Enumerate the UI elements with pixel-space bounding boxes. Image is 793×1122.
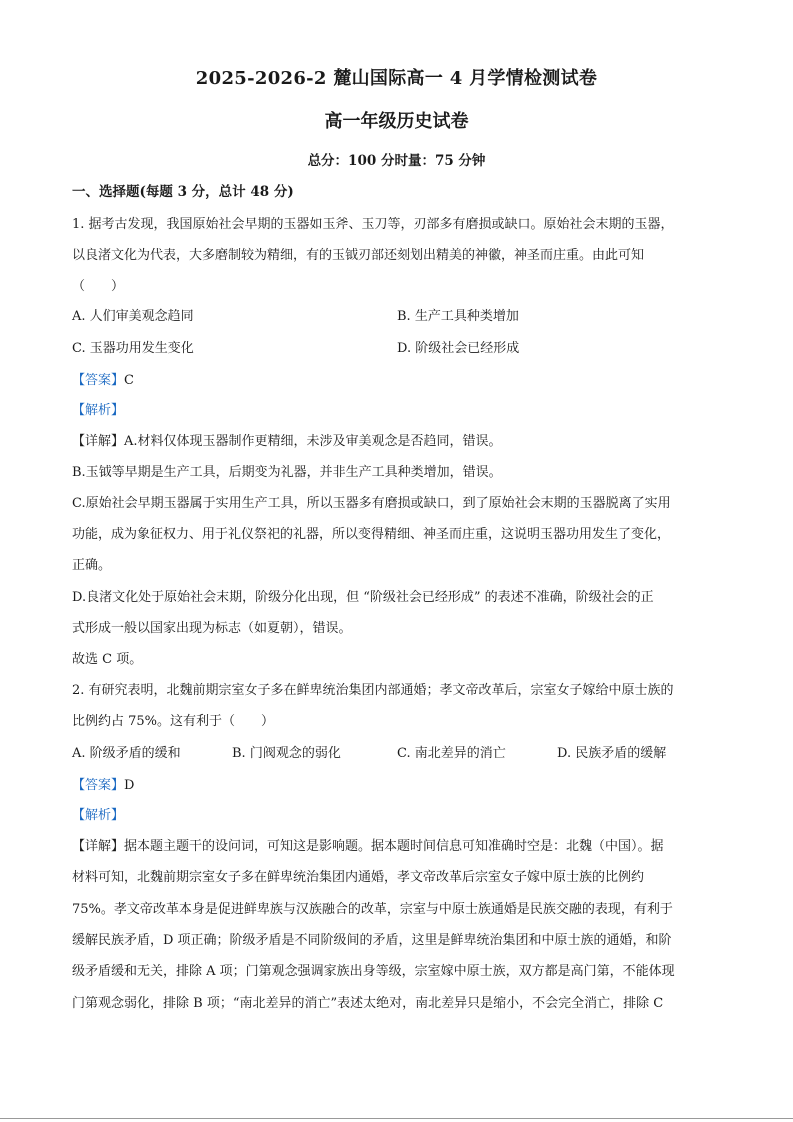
q1-option-d: D. 阶级社会已经形成 — [397, 341, 520, 356]
q2-detail-line6: 门第观念弱化，排除 B 项；“南北差异的消亡”表述太绝对，南北差异只是缩小，不会完全消亡，排除 C — [72, 996, 664, 1011]
q2-stem-line1: 2. 有研究表明，北魏前期宗室女子多在鲜卑统治集团内部通婚；孝文帝改革后，宗室女子嫁给中原士族的 — [72, 683, 674, 698]
q2-detail-line4: 缓解民族矛盾，D 项正确；阶级矛盾是不同阶级间的矛盾，这里是鲜卑统治集团和中原士族的通婚，和阶 — [72, 933, 672, 948]
q2-option-a: A. 阶级矛盾的缓和 — [72, 746, 181, 761]
q1-stem-line1: 1. 据考古发现，我国原始社会早期的玉器如玉斧、玉刀等，刃部多有磨损或缺口。原始社会末期的玉器， — [72, 217, 674, 232]
q1-detail-a: 【详解】A.材料仅体现玉器制作更精细，未涉及审美观念是否趋同，错误。 — [72, 434, 502, 449]
detail-tag: 【详解】 — [72, 434, 125, 449]
exam-subtitle: 高一年级历史试卷 — [324, 111, 469, 132]
q1-detail-b: B.玉钺等早期是生产工具，后期变为礼器，并非生产工具种类增加，错误。 — [72, 465, 502, 480]
q1-answer — [72, 369, 134, 388]
q2-detail-line2: 材料可知，北魏前期宗室女子多在鲜卑统治集团内通婚，孝文帝改革后宗室女子嫁中原士族的比例约 — [72, 870, 645, 885]
q1-detail-d2: 式形成一般以国家出现为标志（如夏朝），错误。 — [72, 621, 352, 636]
answer-tag: 【答案】 — [72, 778, 125, 793]
answer-value: D — [124, 778, 135, 793]
q2-option-b: B. 门阀观念的弱化 — [232, 746, 341, 761]
q1-stem-line3: （ ） — [72, 279, 125, 294]
score-and-time: 总分：100 分时量：75 分钟 — [307, 153, 486, 169]
q1-option-a: A. 人们审美观念趋同 — [72, 309, 194, 324]
q2-detail-line1: 【详解】据本题主题干的设问词，可知这是影响题。据本题时间信息可知准确时空是：北魏（中国）。据 — [72, 839, 664, 854]
q1-option-c: C. 玉器功用发生变化 — [72, 341, 194, 356]
q2-option-d: D. 民族矛盾的缓解 — [557, 746, 667, 761]
exam-title: 2025-2026-2 麓山国际高一 4 月学情检测试卷 — [195, 68, 598, 89]
q2-detail-line5: 级矛盾缓和无关，排除 A 项；门第观念强调家族出身等级，宗室嫁中原士族，双方都是高门第，不能体现 — [72, 964, 675, 979]
q2-stem-line2: 比例约占 75%。这有利于（ ） — [72, 714, 275, 729]
q2-detail-line3: 75%。孝文帝改革本身是促进鲜卑族与汉族融合的改革，宗室与中原士族通婚是民族交融的表现，有利于 — [72, 902, 673, 917]
q1-detail-c2: 功能，成为象征权力、用于礼仪祭祀的礼器，所以变得精细、神圣而庄重，这说明玉器功用发生了变化， — [72, 527, 671, 542]
q1-detail-c1: C.原始社会早期玉器属于实用生产工具，所以玉器多有磨损或缺口，到了原始社会末期的玉器脱离了实用 — [72, 496, 671, 511]
page-bottom-rule — [0, 1118, 793, 1119]
q1-analysis-tag: 【解析】 — [72, 403, 125, 418]
q1-detail-c3: 正确。 — [72, 558, 112, 573]
q2-answer — [72, 774, 134, 793]
answer-tag: 【答案】 — [72, 373, 125, 388]
q2-option-c: C. 南北差异的消亡 — [397, 746, 506, 761]
q1-conclusion: 故选 C 项。 — [72, 652, 143, 667]
q1-stem-line2: 以良渚文化为代表，大多磨制较为精细，有的玉钺刃部还刻划出精美的神徽，神圣而庄重。由此可知 — [72, 248, 645, 263]
q1-option-b: B. 生产工具种类增加 — [397, 309, 519, 324]
section-heading: 一、选择题(每题 3 分，总计 48 分) — [72, 184, 294, 200]
detail-tag: 【详解】 — [72, 839, 125, 854]
answer-value: C — [124, 373, 134, 388]
q1-detail-d1: D.良渚文化处于原始社会末期，阶级分化出现，但 “阶级社会已经形成” 的表述不准确，阶级社会的正 — [72, 590, 654, 605]
q2-analysis-tag: 【解析】 — [72, 808, 125, 823]
